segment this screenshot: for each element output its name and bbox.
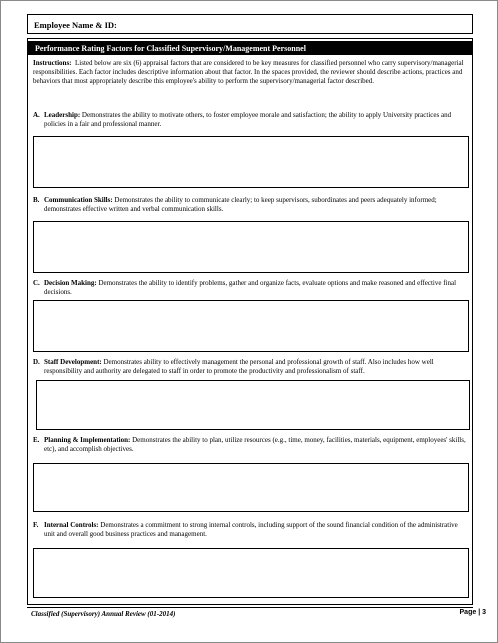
instructions-text: Listed below are six (6) appraisal factors that are considered to be key measures for classified personnel who carry supervisory/managerial responsibilities. Each factor includes descriptive information about that factor. In the spaces provided, the reviewer should describe actions, practices and behaviors that most appropriately describe this employee's ability to perform the supervisory/managerial factor described. — [33, 59, 464, 85]
instructions-label: Instructions: — [33, 59, 72, 67]
employee-name-label: Employee Name & ID: — [34, 20, 117, 30]
factor-planning-implementation — [33, 436, 469, 454]
footer-divider — [27, 607, 473, 608]
factor-letter: E. — [33, 436, 40, 444]
communication-response-box[interactable] — [33, 221, 469, 273]
factor-title: Planning & Implementation: — [44, 436, 131, 444]
factor-description: Demonstrates the ability to communicate clearly; to keep supervisors, subordinates and peers adequately informed; demonstrates effective written and verbal communication skills. — [44, 196, 437, 214]
page-number-value: | 3 — [478, 609, 486, 616]
factor-letter: B. — [33, 196, 40, 204]
factor-description: Demonstrates ability to effectively management the personal and professional growth of staff. Also includes how well responsibility and authority are delegated to staff in order to promote the productivity and professionalism of staff. — [44, 358, 434, 376]
factor-title: Staff Development: — [44, 358, 102, 366]
instructions — [33, 59, 469, 86]
section-title: Performance Rating Factors for Classified Supervisory/Management Personnel — [35, 44, 306, 53]
factor-title: Communication Skills: — [44, 196, 113, 204]
employee-name-field[interactable] — [27, 14, 473, 34]
factor-title: Internal Controls: — [44, 521, 99, 529]
leadership-response-box[interactable] — [33, 136, 469, 188]
footer-form-title: Classified (Supervisory) Annual Review (01-2014) — [31, 610, 176, 618]
factor-description: Demonstrates a commitment to strong internal controls, including support of the sound financial condition of the administrative unit and overall good business practices and management. — [44, 521, 458, 539]
factor-communication-skills — [33, 196, 469, 214]
factor-letter: A. — [33, 111, 40, 119]
factor-decision-making — [33, 279, 469, 297]
factor-letter: D. — [33, 358, 40, 366]
factor-internal-controls — [33, 521, 469, 539]
factor-leadership — [33, 111, 469, 129]
planning-response-box[interactable] — [33, 463, 469, 512]
decision-making-response-box[interactable] — [33, 300, 469, 352]
staff-development-response-box[interactable] — [36, 380, 470, 430]
factor-description: Demonstrates the ability to plan, utilize resources (e.g., time, money, facilities, materials, equipment, employees' skills, etc), and accomplish objectives. — [44, 436, 466, 454]
section-header — [27, 41, 473, 55]
page-label: Page — [459, 609, 477, 616]
page-number — [460, 609, 486, 616]
factor-staff-development — [33, 358, 469, 376]
factor-title: Leadership: — [44, 111, 81, 119]
internal-controls-response-box[interactable] — [33, 548, 469, 598]
factor-letter: C. — [33, 279, 40, 287]
factor-description: Demonstrates the ability to identify problems, gather and organize facts, evaluate options and make reasoned and effective final decisions. — [44, 279, 457, 297]
factor-description: Demonstrates the ability to motivate others, to foster employee morale and satisfaction; the ability to apply University practices and policies in a fair and professional manner. — [44, 111, 452, 129]
factor-title: Decision Making: — [44, 279, 97, 287]
factor-letter: F. — [33, 521, 39, 529]
